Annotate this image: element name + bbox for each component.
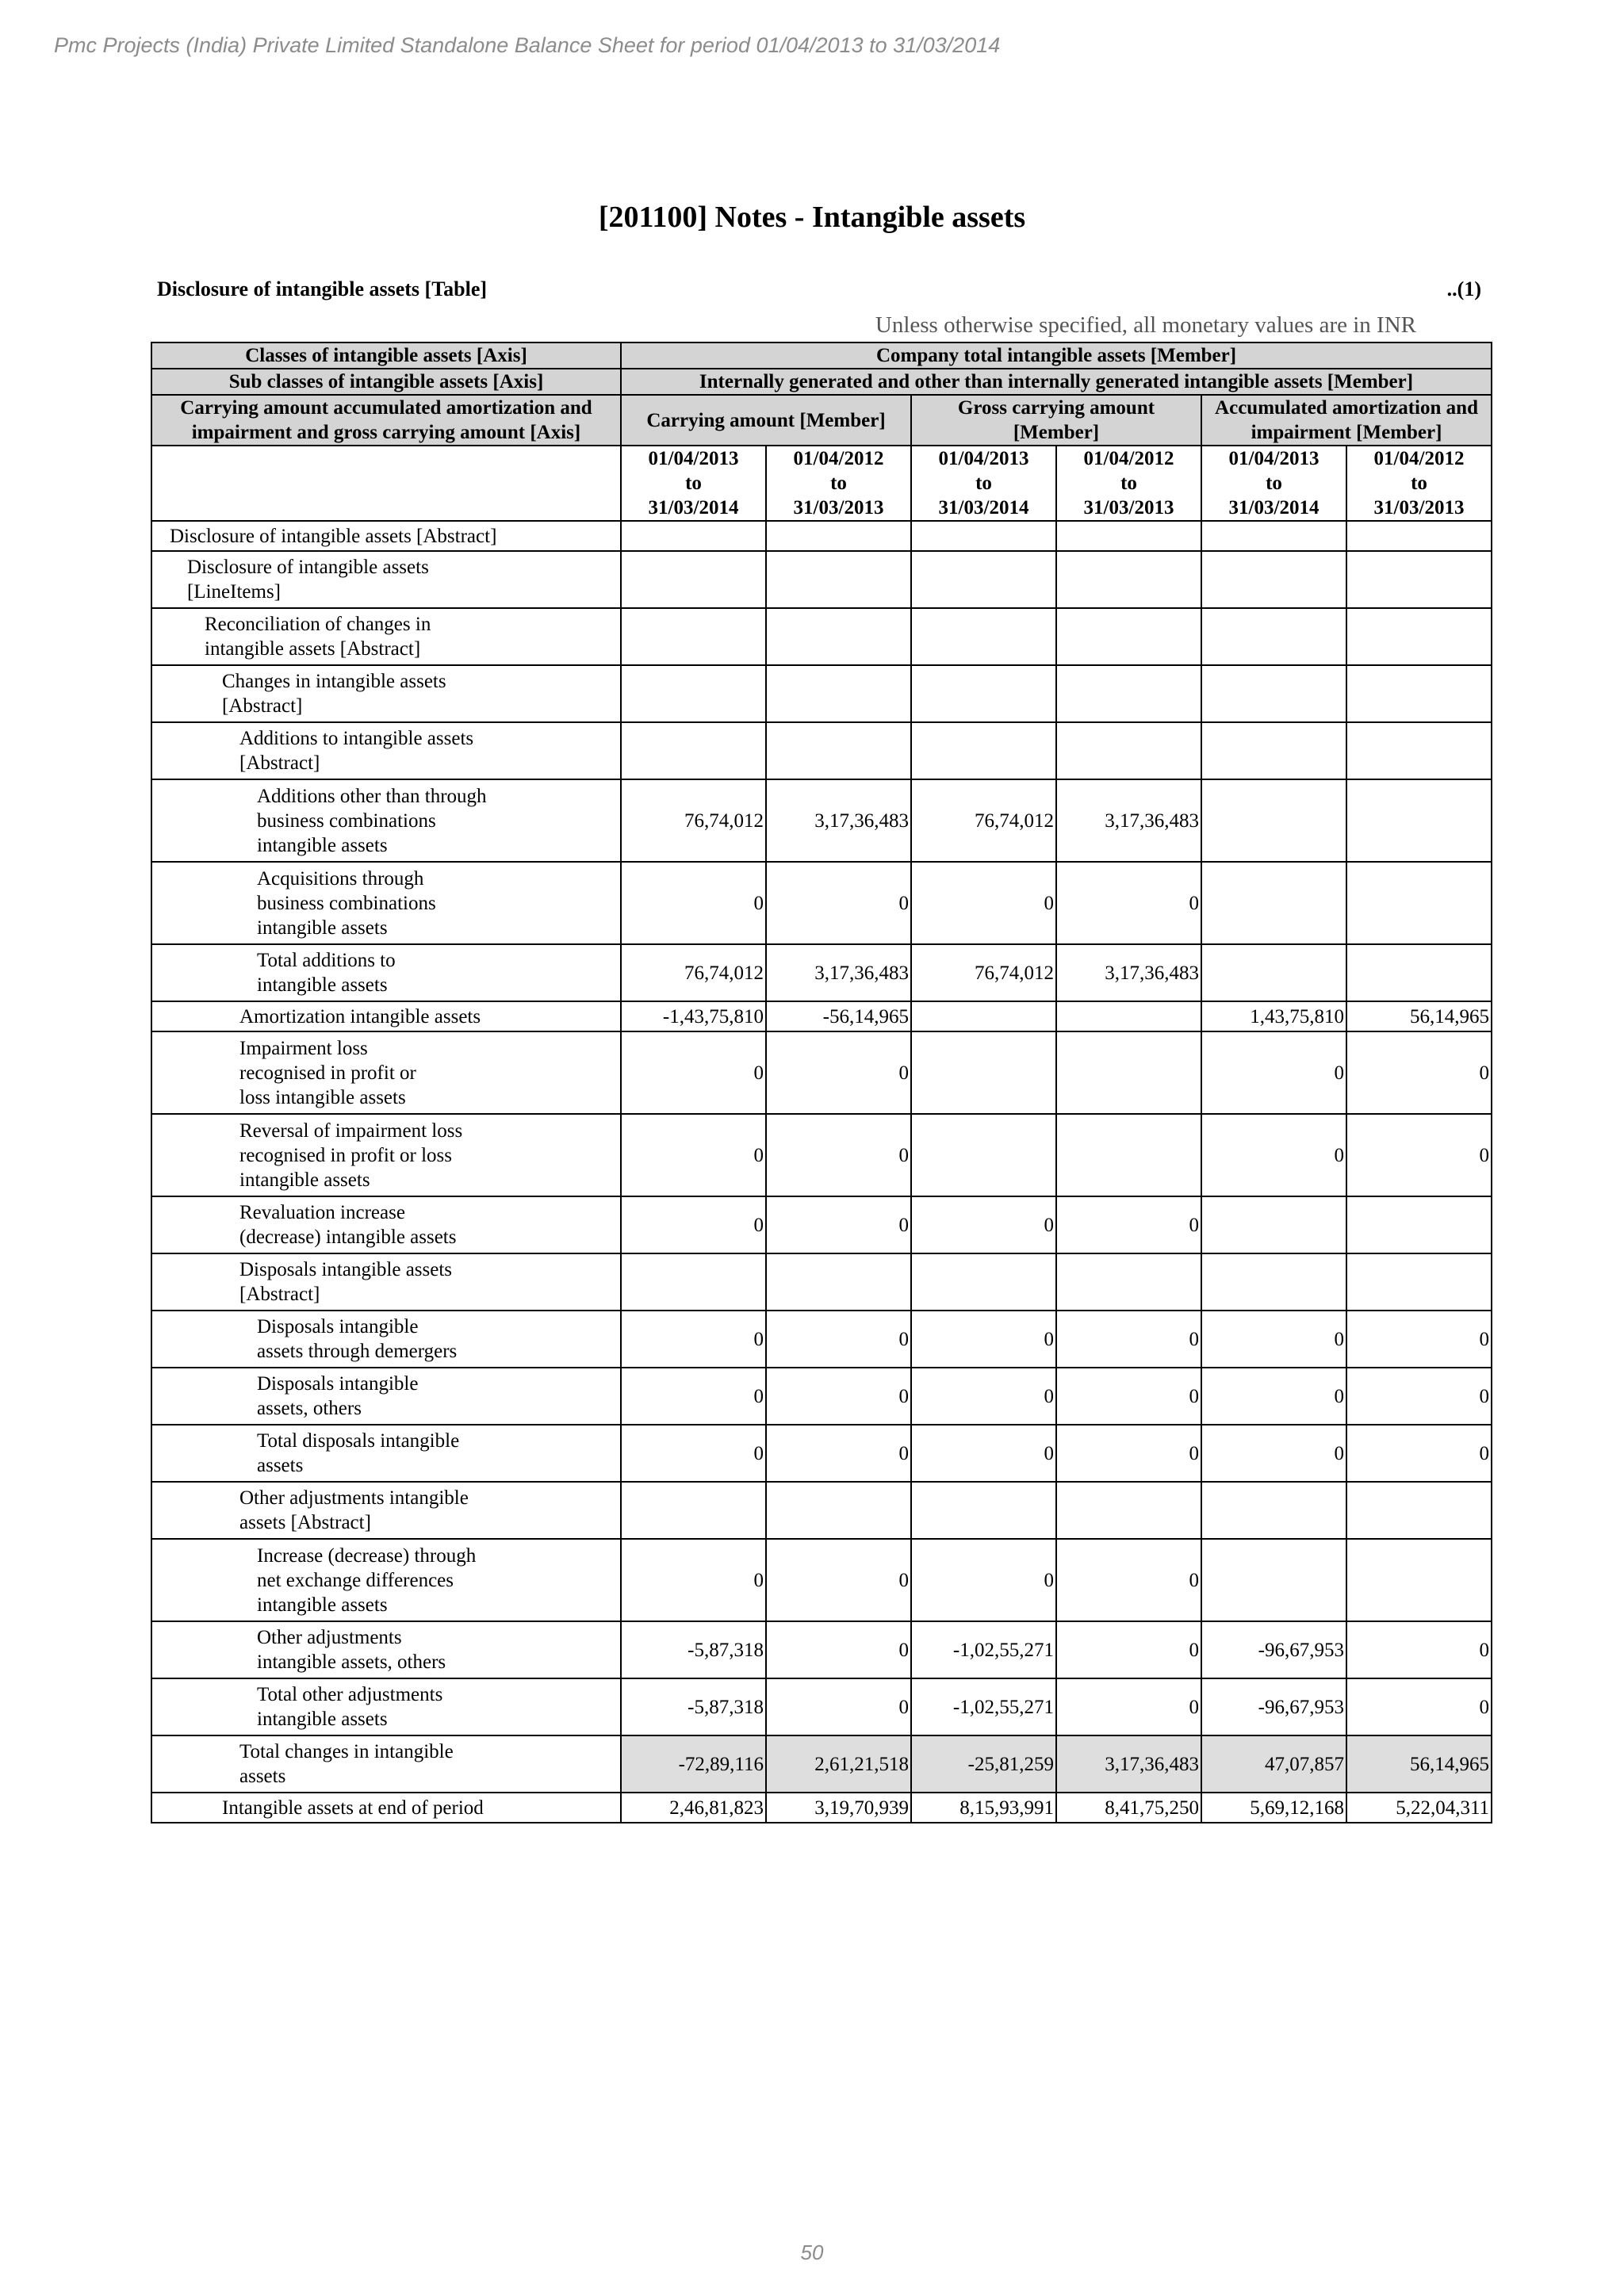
value-cell: -96,67,953 (1201, 1678, 1346, 1735)
value-cell (1346, 665, 1492, 722)
page-title: [201100] Notes - Intangible assets (598, 201, 1026, 234)
value-cell (1201, 665, 1346, 722)
value-cell: 0 (1056, 1425, 1201, 1482)
value-cell: 3,17,36,483 (766, 944, 911, 1001)
classes-axis-label: Classes of intangible assets [Axis] (151, 342, 621, 369)
period-to: 31/03/2013 (1373, 497, 1465, 519)
period-header (1056, 446, 1201, 521)
period-from: 01/04/2012 (793, 448, 884, 469)
value-cell (1201, 1196, 1346, 1253)
row-label: Disposals intangible assets [Abstract] (151, 1253, 621, 1311)
value-cell: 0 (766, 1031, 911, 1114)
row-label: Disposals intangible assets, others (151, 1368, 621, 1425)
table-row (151, 1678, 1492, 1735)
value-cell (1056, 722, 1201, 779)
period-from: 01/04/2012 (1083, 448, 1174, 469)
period-to-word: to (1120, 473, 1137, 494)
value-cell: 0 (1346, 1678, 1492, 1735)
value-cell (1346, 551, 1492, 608)
value-cell: 0 (1346, 1114, 1492, 1196)
value-cell (1056, 608, 1201, 665)
table-row (151, 608, 1492, 665)
value-cell: 3,17,36,483 (1056, 1735, 1201, 1793)
row-label: Changes in intangible assets [Abstract] (151, 665, 621, 722)
value-cell: 0 (1346, 1311, 1492, 1368)
value-cell: -1,43,75,810 (621, 1001, 766, 1031)
subclasses-axis-row (151, 369, 1492, 395)
value-cell: 2,46,81,823 (621, 1793, 766, 1823)
value-cell (911, 1482, 1056, 1539)
value-cell (1346, 779, 1492, 862)
value-cell: 0 (766, 1196, 911, 1253)
value-cell (766, 665, 911, 722)
classes-axis-row (151, 342, 1492, 369)
value-cell: 0 (766, 1425, 911, 1482)
value-cell (1201, 779, 1346, 862)
value-cell: 0 (1201, 1114, 1346, 1196)
period-to-word: to (1411, 473, 1427, 494)
carrying-axis-label: Carrying amount accumulated amortization and impairment and gross carrying amount [Axis] (151, 395, 621, 446)
row-label: Other adjustments intangible assets, others (151, 1621, 621, 1678)
value-cell (621, 1482, 766, 1539)
value-cell (1056, 1253, 1201, 1311)
value-cell (766, 1482, 911, 1539)
value-cell: 0 (621, 1539, 766, 1621)
value-cell: 0 (1056, 1311, 1201, 1368)
row-label: Total disposals intangible assets (151, 1425, 621, 1482)
value-cell (1201, 551, 1346, 608)
running-header: Pmc Projects (India) Private Limited Standalone Balance Sheet for period 01/04/2013 to 31/03/2014 (54, 33, 1001, 57)
value-cell (1346, 1482, 1492, 1539)
value-cell: 0 (911, 1368, 1056, 1425)
subclasses-axis-member: Internally generated and other than internally generated intangible assets [Member] (621, 369, 1492, 395)
gross-carrying-member: Gross carrying amount [Member] (911, 395, 1201, 446)
table-row (151, 1735, 1492, 1793)
accumulated-amortization-member: Accumulated amortization and impairment [Member] (1201, 395, 1492, 446)
value-cell (911, 722, 1056, 779)
value-cell (1201, 1539, 1346, 1621)
value-cell: -5,87,318 (621, 1678, 766, 1735)
carrying-amount-member: Carrying amount [Member] (621, 395, 911, 446)
table-row (151, 862, 1492, 944)
row-label: Total changes in intangible assets (151, 1735, 621, 1793)
value-cell (1201, 608, 1346, 665)
period-from: 01/04/2013 (648, 448, 739, 469)
value-cell (1056, 1001, 1201, 1031)
period-header (911, 446, 1056, 521)
value-cell: 76,74,012 (621, 779, 766, 862)
row-label: Total other adjustments intangible assets (151, 1678, 621, 1735)
value-cell: 0 (766, 1539, 911, 1621)
value-cell (1346, 944, 1492, 1001)
value-cell: 0 (766, 1311, 911, 1368)
period-to-word: to (975, 473, 992, 494)
value-cell: -25,81,259 (911, 1735, 1056, 1793)
row-label: Additions to intangible assets [Abstract] (151, 722, 621, 779)
row-label: Additions other than through business combinations intangible assets (151, 779, 621, 862)
row-label: Disclosure of intangible assets [LineItems] (151, 551, 621, 608)
period-to-word: to (830, 473, 847, 494)
period-from: 01/04/2013 (938, 448, 1029, 469)
value-cell: 1,43,75,810 (1201, 1001, 1346, 1031)
row-label: Disclosure of intangible assets [Abstract] (151, 521, 621, 551)
value-cell: 0 (621, 862, 766, 944)
period-row-blank (151, 446, 621, 521)
value-cell: 0 (1056, 1621, 1201, 1678)
value-cell: 0 (621, 1368, 766, 1425)
value-cell: 0 (621, 1031, 766, 1114)
value-cell: 76,74,012 (911, 779, 1056, 862)
value-cell (621, 551, 766, 608)
value-cell: 0 (766, 1368, 911, 1425)
table-row (151, 1031, 1492, 1114)
value-cell: 3,19,70,939 (766, 1793, 911, 1823)
value-cell: 0 (1201, 1311, 1346, 1368)
table-row (151, 665, 1492, 722)
classes-axis-member: Company total intangible assets [Member] (621, 342, 1492, 369)
value-cell: 0 (1201, 1368, 1346, 1425)
table-row (151, 521, 1492, 551)
value-cell (1056, 551, 1201, 608)
value-cell (766, 722, 911, 779)
value-cell: 0 (1056, 1539, 1201, 1621)
row-label: Disposals intangible assets through demergers (151, 1311, 621, 1368)
value-cell (1346, 1253, 1492, 1311)
value-cell (1201, 1482, 1346, 1539)
value-cell: 76,74,012 (911, 944, 1056, 1001)
value-cell (1056, 665, 1201, 722)
value-cell: 0 (911, 862, 1056, 944)
value-cell: 0 (1056, 1368, 1201, 1425)
value-cell (1346, 521, 1492, 551)
value-cell (621, 665, 766, 722)
value-cell: 0 (766, 1678, 911, 1735)
value-cell: 0 (766, 1621, 911, 1678)
value-cell: 0 (1346, 1031, 1492, 1114)
value-cell: 3,17,36,483 (1056, 779, 1201, 862)
value-cell: -5,87,318 (621, 1621, 766, 1678)
period-to-word: to (685, 473, 702, 494)
value-cell: 0 (911, 1539, 1056, 1621)
value-cell (911, 608, 1056, 665)
value-cell (766, 608, 911, 665)
period-to: 31/03/2013 (1083, 497, 1174, 519)
value-cell: 3,17,36,483 (1056, 944, 1201, 1001)
value-cell (1346, 608, 1492, 665)
row-label: Intangible assets at end of period (151, 1793, 621, 1823)
period-to: 31/03/2014 (1228, 497, 1320, 519)
value-cell (911, 665, 1056, 722)
value-cell (911, 1031, 1056, 1114)
value-cell: 0 (1056, 1196, 1201, 1253)
subclasses-axis-label: Sub classes of intangible assets [Axis] (151, 369, 621, 395)
row-label: Increase (decrease) through net exchange differences intangible assets (151, 1539, 621, 1621)
value-cell (621, 608, 766, 665)
period-to: 31/03/2013 (793, 497, 884, 519)
value-cell: -1,02,55,271 (911, 1678, 1056, 1735)
value-cell: 0 (621, 1114, 766, 1196)
table-row (151, 1001, 1492, 1031)
period-from: 01/04/2013 (1228, 448, 1320, 469)
value-cell: 0 (911, 1311, 1056, 1368)
row-label: Acquisitions through business combinations intangible assets (151, 862, 621, 944)
value-cell: -1,02,55,271 (911, 1621, 1056, 1678)
value-cell: 0 (766, 862, 911, 944)
value-cell (766, 1253, 911, 1311)
period-to-word: to (1266, 473, 1282, 494)
value-cell: 0 (621, 1196, 766, 1253)
monetary-note: Unless otherwise specified, all monetary values are in INR (875, 312, 1416, 338)
value-cell: 56,14,965 (1346, 1735, 1492, 1793)
value-cell: 0 (1056, 862, 1201, 944)
value-cell: 0 (621, 1425, 766, 1482)
value-cell: -56,14,965 (766, 1001, 911, 1031)
period-from: 01/04/2012 (1373, 448, 1465, 469)
value-cell (911, 1114, 1056, 1196)
table-row (151, 1425, 1492, 1482)
value-cell: 0 (1056, 1678, 1201, 1735)
value-cell (1201, 862, 1346, 944)
value-cell (1346, 722, 1492, 779)
value-cell (1056, 521, 1201, 551)
value-cell (911, 551, 1056, 608)
value-cell (1201, 1253, 1346, 1311)
value-cell (1346, 862, 1492, 944)
value-cell (1201, 944, 1346, 1001)
value-cell (911, 521, 1056, 551)
value-cell (911, 1253, 1056, 1311)
value-cell (1201, 722, 1346, 779)
value-cell: 0 (766, 1114, 911, 1196)
value-cell: 0 (621, 1311, 766, 1368)
carrying-axis-row (151, 395, 1492, 446)
value-cell: 5,22,04,311 (1346, 1793, 1492, 1823)
value-cell: 2,61,21,518 (766, 1735, 911, 1793)
table-row (151, 1482, 1492, 1539)
value-cell: 47,07,857 (1201, 1735, 1346, 1793)
intangible-assets-table (151, 342, 1492, 1823)
value-cell (766, 551, 911, 608)
value-cell (621, 521, 766, 551)
period-header (621, 446, 766, 521)
period-header (766, 446, 911, 521)
table-label: Disclosure of intangible assets [Table] (157, 277, 488, 300)
value-cell: 0 (1346, 1368, 1492, 1425)
value-cell (621, 1253, 766, 1311)
row-label: Amortization intangible assets (151, 1001, 621, 1031)
row-label: Other adjustments intangible assets [Abstract] (151, 1482, 621, 1539)
table-row (151, 944, 1492, 1001)
table-row (151, 1114, 1492, 1196)
row-label: Reversal of impairment loss recognised in profit or loss intangible assets (151, 1114, 621, 1196)
value-cell: 76,74,012 (621, 944, 766, 1001)
value-cell (621, 722, 766, 779)
table-row (151, 551, 1492, 608)
period-header (1346, 446, 1492, 521)
value-cell: 0 (911, 1425, 1056, 1482)
value-cell (1056, 1482, 1201, 1539)
value-cell: 3,17,36,483 (766, 779, 911, 862)
value-cell: 8,15,93,991 (911, 1793, 1056, 1823)
period-header (1201, 446, 1346, 521)
row-label: Reconciliation of changes in intangible assets [Abstract] (151, 608, 621, 665)
value-cell: 56,14,965 (1346, 1001, 1492, 1031)
value-cell (1346, 1539, 1492, 1621)
value-cell: -96,67,953 (1201, 1621, 1346, 1678)
value-cell: 0 (1201, 1031, 1346, 1114)
value-cell (1346, 1196, 1492, 1253)
value-cell (1201, 521, 1346, 551)
table-row (151, 779, 1492, 862)
table-row (151, 1311, 1492, 1368)
table-row (151, 1539, 1492, 1621)
table-row (151, 722, 1492, 779)
value-cell: 0 (1346, 1621, 1492, 1678)
period-to: 31/03/2014 (938, 497, 1029, 519)
value-cell: 5,69,12,168 (1201, 1793, 1346, 1823)
page-number: 50 (800, 2241, 824, 2264)
table-row (151, 1253, 1492, 1311)
value-cell: 0 (1346, 1425, 1492, 1482)
table-row (151, 1368, 1492, 1425)
value-cell: 8,41,75,250 (1056, 1793, 1201, 1823)
table-row (151, 1621, 1492, 1678)
table-row (151, 1793, 1492, 1823)
value-cell: 0 (911, 1196, 1056, 1253)
row-label: Impairment loss recognised in profit or loss intangible assets (151, 1031, 621, 1114)
row-label: Total additions to intangible assets (151, 944, 621, 1001)
row-label: Revaluation increase (decrease) intangible assets (151, 1196, 621, 1253)
table-index: ..(1) (1446, 277, 1481, 300)
value-cell (1056, 1114, 1201, 1196)
value-cell (1056, 1031, 1201, 1114)
period-to: 31/03/2014 (648, 497, 739, 519)
value-cell (766, 521, 911, 551)
period-row (151, 446, 1492, 521)
value-cell: 0 (1201, 1425, 1346, 1482)
value-cell: -72,89,116 (621, 1735, 766, 1793)
table-row (151, 1196, 1492, 1253)
value-cell (911, 1001, 1056, 1031)
